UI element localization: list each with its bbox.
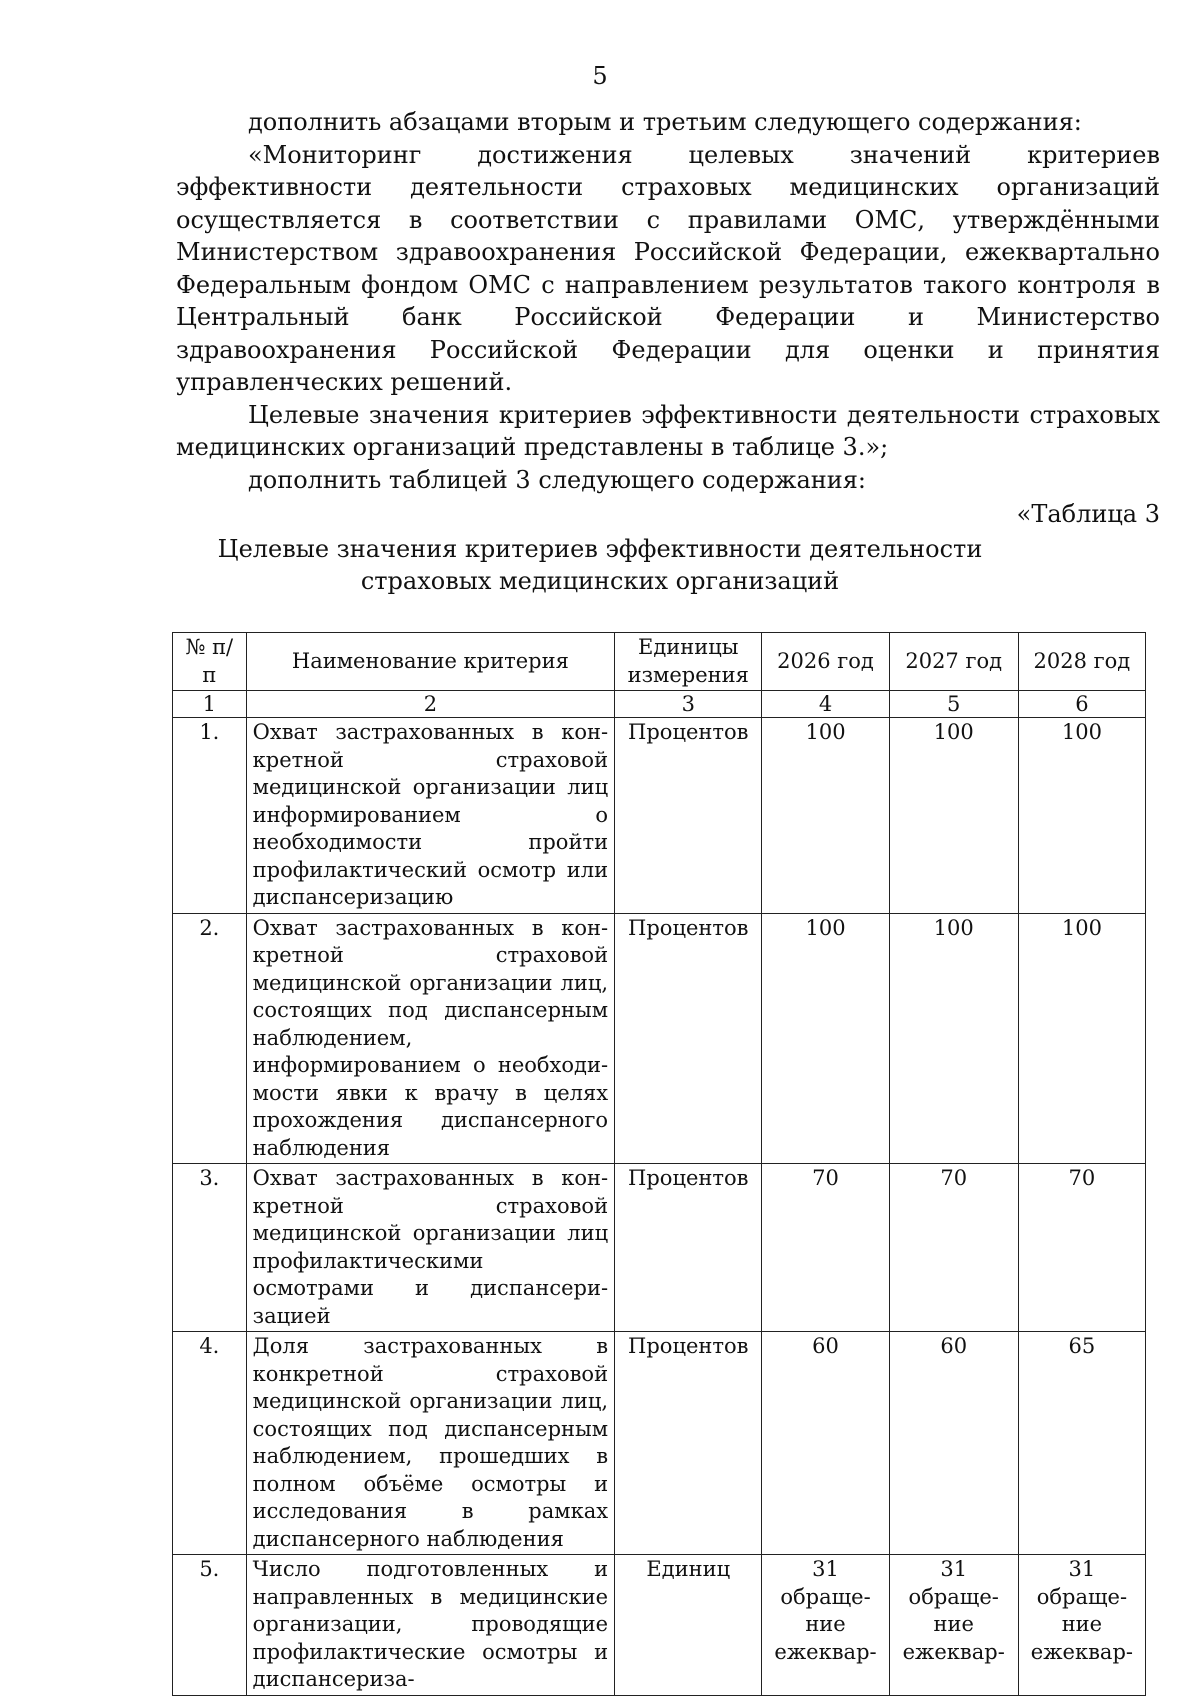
- table-row: [173, 1164, 1146, 1332]
- table-row: [173, 1555, 1146, 1696]
- index-cell: 1: [173, 691, 247, 718]
- criterion-name: Охват застрахованных в конкретной страховой медицинской организации лиц профилактическими осмотрами и диспансеризацией: [246, 1164, 614, 1332]
- value-2028: 100: [1018, 913, 1145, 1164]
- paragraph-3: Целевые значения критериев эффективности деятельности страховых медицинских организаций представлены в таблице 3.»;: [176, 400, 1160, 461]
- value-2028: 100: [1018, 718, 1145, 914]
- criterion-name: Охват застрахованных в конкретной страховой медицинской организации лиц, состоящих под диспансерным наблюдением, информированием о необходимости явки к врачу в целях прохождения диспансерного наблюдения: [246, 913, 614, 1164]
- index-cell: 2: [246, 691, 614, 718]
- value-2026: 60: [762, 1332, 889, 1555]
- index-cell: 5: [889, 691, 1018, 718]
- row-number: 5.: [173, 1555, 247, 1696]
- table-row: [173, 1332, 1146, 1555]
- value-2026: 31 обраще- ние ежеквар-: [762, 1555, 889, 1696]
- header-num: № п/п: [173, 633, 247, 691]
- criteria-table: [172, 632, 1146, 1696]
- index-cell: 6: [1018, 691, 1145, 718]
- value-2027: 60: [889, 1332, 1018, 1555]
- value-2028: 70: [1018, 1164, 1145, 1332]
- value-2027: 100: [889, 913, 1018, 1164]
- value-2028: 65: [1018, 1332, 1145, 1555]
- header-2028: 2028 год: [1018, 633, 1145, 691]
- table-title-line-1: Целевые значения критериев эффективности деятельности: [217, 535, 983, 563]
- value-2028: 31 обраще- ние ежеквар-: [1018, 1555, 1145, 1696]
- row-number: 3.: [173, 1164, 247, 1332]
- table-title: [0, 533, 1200, 597]
- row-number: 4.: [173, 1332, 247, 1555]
- value-2027: 70: [889, 1164, 1018, 1332]
- paragraph-4: дополнить таблицей 3 следующего содержания:: [248, 465, 867, 494]
- value-2027: 31 обраще- ние ежеквар-: [889, 1555, 1018, 1696]
- value-2026: 70: [762, 1164, 889, 1332]
- row-number: 1.: [173, 718, 247, 914]
- row-number: 2.: [173, 913, 247, 1164]
- paragraph-2: «Мониторинг достижения целевых значений критериев эффективности деятельности страховых медицинских организаций осуществляется в соответствии с правилами ОМС, утверждёнными Министерством здравоохранения Российской Федерации, ежеквартально Федеральным фондом ОМС с направлением результатов такого контроля в Центральный банк Российской Федерации и Министерство здравоохранения Российской Федерации для оценки и принятия управленческих решений.: [176, 140, 1160, 396]
- table-header-row: [173, 633, 1146, 691]
- unit-cell: Процентов: [615, 1164, 762, 1332]
- criterion-name: Доля застрахованных в конкретной страховой медицинской организации лиц, состоящих под диспансерным наблюдением, прошедших в полном объёме осмотры и исследования в рамках диспансерного наблюдения: [246, 1332, 614, 1555]
- index-cell: 4: [762, 691, 889, 718]
- header-2027: 2027 год: [889, 633, 1018, 691]
- table-row: [173, 913, 1146, 1164]
- value-2026: 100: [762, 718, 889, 914]
- document-body: [176, 106, 1160, 531]
- criterion-name: Охват застрахованных в конкретной страховой медицинской организации лиц информированием о необходимости пройти профилактический осмотр или диспансеризацию: [246, 718, 614, 914]
- paragraph-1: дополнить абзацами вторым и третьим следующего содержания:: [248, 108, 1082, 136]
- unit-cell: Единиц: [615, 1555, 762, 1696]
- unit-cell: Процентов: [615, 913, 762, 1164]
- header-2026: 2026 год: [762, 633, 889, 691]
- table-row: [173, 718, 1146, 914]
- table-label: «Таблица 3: [1016, 500, 1160, 528]
- unit-cell: Процентов: [615, 718, 762, 914]
- value-2026: 100: [762, 913, 889, 1164]
- criterion-name: Число подготовленных и направленных в медицинские организации, проводящие профилактические осмотры и диспансериза-: [246, 1555, 614, 1696]
- header-unit: Единицы измерения: [615, 633, 762, 691]
- table-index-row: [173, 691, 1146, 718]
- page-number: 5: [592, 62, 608, 90]
- header-name: Наименование критерия: [246, 633, 614, 691]
- index-cell: 3: [615, 691, 762, 718]
- unit-cell: Процентов: [615, 1332, 762, 1555]
- table-title-line-2: страховых медицинских организаций: [360, 567, 840, 595]
- value-2027: 100: [889, 718, 1018, 914]
